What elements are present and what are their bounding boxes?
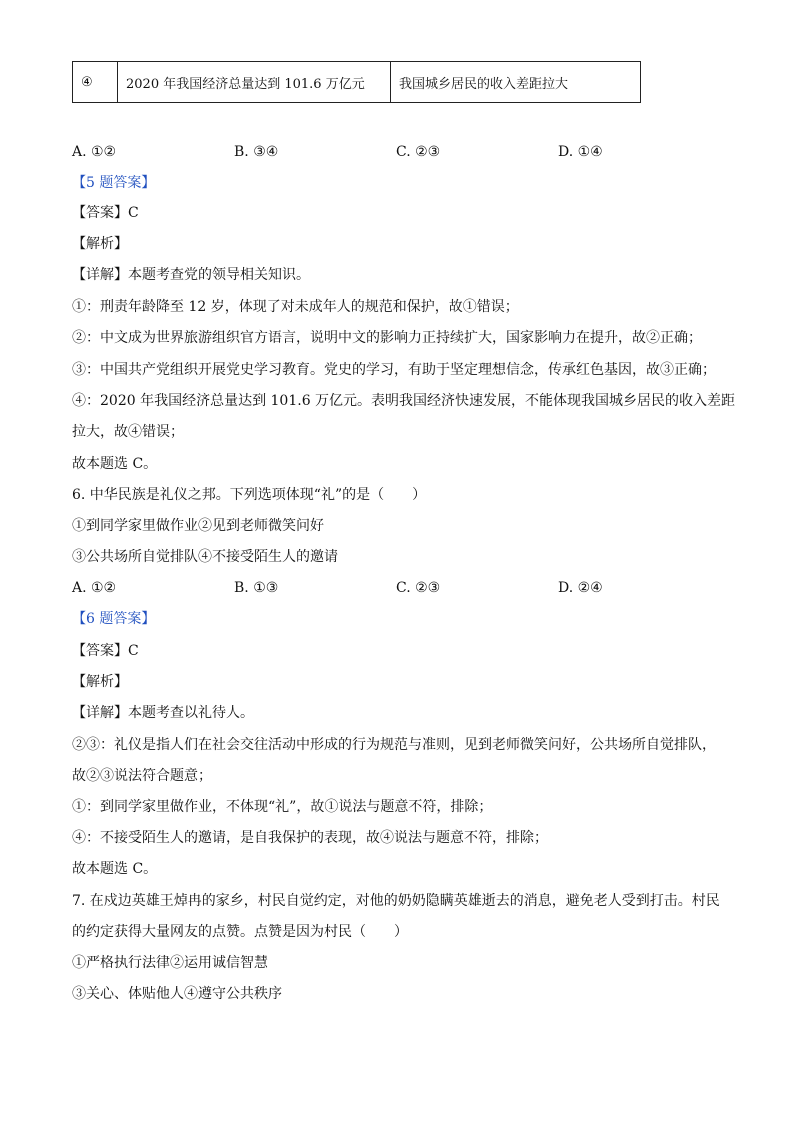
q6-stem: 6. 中华民族是礼仪之邦。下列选项体现“礼”的是（ ） [72,487,427,503]
q6-option-b: B. ①③ [234,580,279,596]
table-row [73,62,641,103]
q6-answer-header: 【6 题答案】 [72,611,156,627]
q5-analysis-label: 【解析】 [72,236,128,252]
q7-stem-a: 7. 在戍边英雄王焯冉的家乡，村民自觉约定，对他的奶奶隐瞒英雄逝去的消息，避免老人受到打击。村民 [72,893,720,909]
q6-explanation-2: ①：到同学家里做作业，不体现“礼”，故①说法与题意不符，排除； [72,799,493,815]
q5-explanation-1: ①：刑责年龄降至 12 岁，体现了对未成年人的规范和保护，故①错误； [72,299,519,315]
q5-option-b: B. ③④ [234,144,279,160]
q5-answer-header: 【5 题答案】 [72,175,156,191]
q7-statements-1: ①严格执行法律②运用诚信智慧 [72,955,268,971]
q7-stem-b: 的约定获得大量网友的点赞。点赞是因为村民（ ） [72,924,408,940]
q5-answer: 【答案】C [72,205,139,221]
row-number: ④ [73,62,118,103]
q6-detail: 【详解】本题考查以礼待人。 [72,705,254,721]
q5-explanation-4a: ④：2020 年我国经济总量达到 101.6 万亿元。表明我国经济快速发展，不能体现我国城乡居民的收入差距 [72,393,736,409]
q6-option-c: C. ②③ [396,580,441,596]
comparison-table [72,61,641,103]
q6-statements-2: ③公共场所自觉排队④不接受陌生人的邀请 [72,549,338,565]
q5-explanation-3: ③：中国共产党组织开展党史学习教育。党史的学习，有助于坚定理想信念，传承红色基因，故③正确； [72,362,716,378]
q7-statements-2: ③关心、体贴他人④遵守公共秩序 [72,986,282,1002]
q5-option-a: A. ①② [72,144,117,160]
q5-explanation-4b: 拉大，故④错误； [72,424,184,440]
q6-explanation-1a: ②③：礼仪是指人们在社会交往活动中形成的行为规范与准则，见到老师微笑问好，公共场所自觉排队， [72,737,716,753]
q6-explanation-3: ④：不接受陌生人的邀请，是自我保护的表现，故④说法与题意不符，排除； [72,830,548,846]
q6-option-a: A. ①② [72,580,117,596]
q6-conclusion: 故本题选 C。 [72,861,158,877]
q6-option-d: D. ②④ [558,580,603,596]
q5-conclusion: 故本题选 C。 [72,456,158,472]
q6-analysis-label: 【解析】 [72,674,128,690]
q6-statements-1: ①到同学家里做作业②见到老师微笑问好 [72,518,324,534]
row-event: 2020 年我国经济总量达到 101.6 万亿元 [118,62,391,103]
row-meaning: 我国城乡居民的收入差距拉大 [391,62,641,103]
q6-explanation-1b: 故②③说法符合题意； [72,768,212,784]
q5-detail: 【详解】本题考查党的领导相关知识。 [72,267,310,283]
q5-option-c: C. ②③ [396,144,441,160]
q6-answer: 【答案】C [72,643,139,659]
q5-option-d: D. ①④ [558,144,603,160]
q5-explanation-2: ②：中文成为世界旅游组织官方语言，说明中文的影响力正持续扩大，国家影响力在提升，故②正确； [72,330,702,346]
